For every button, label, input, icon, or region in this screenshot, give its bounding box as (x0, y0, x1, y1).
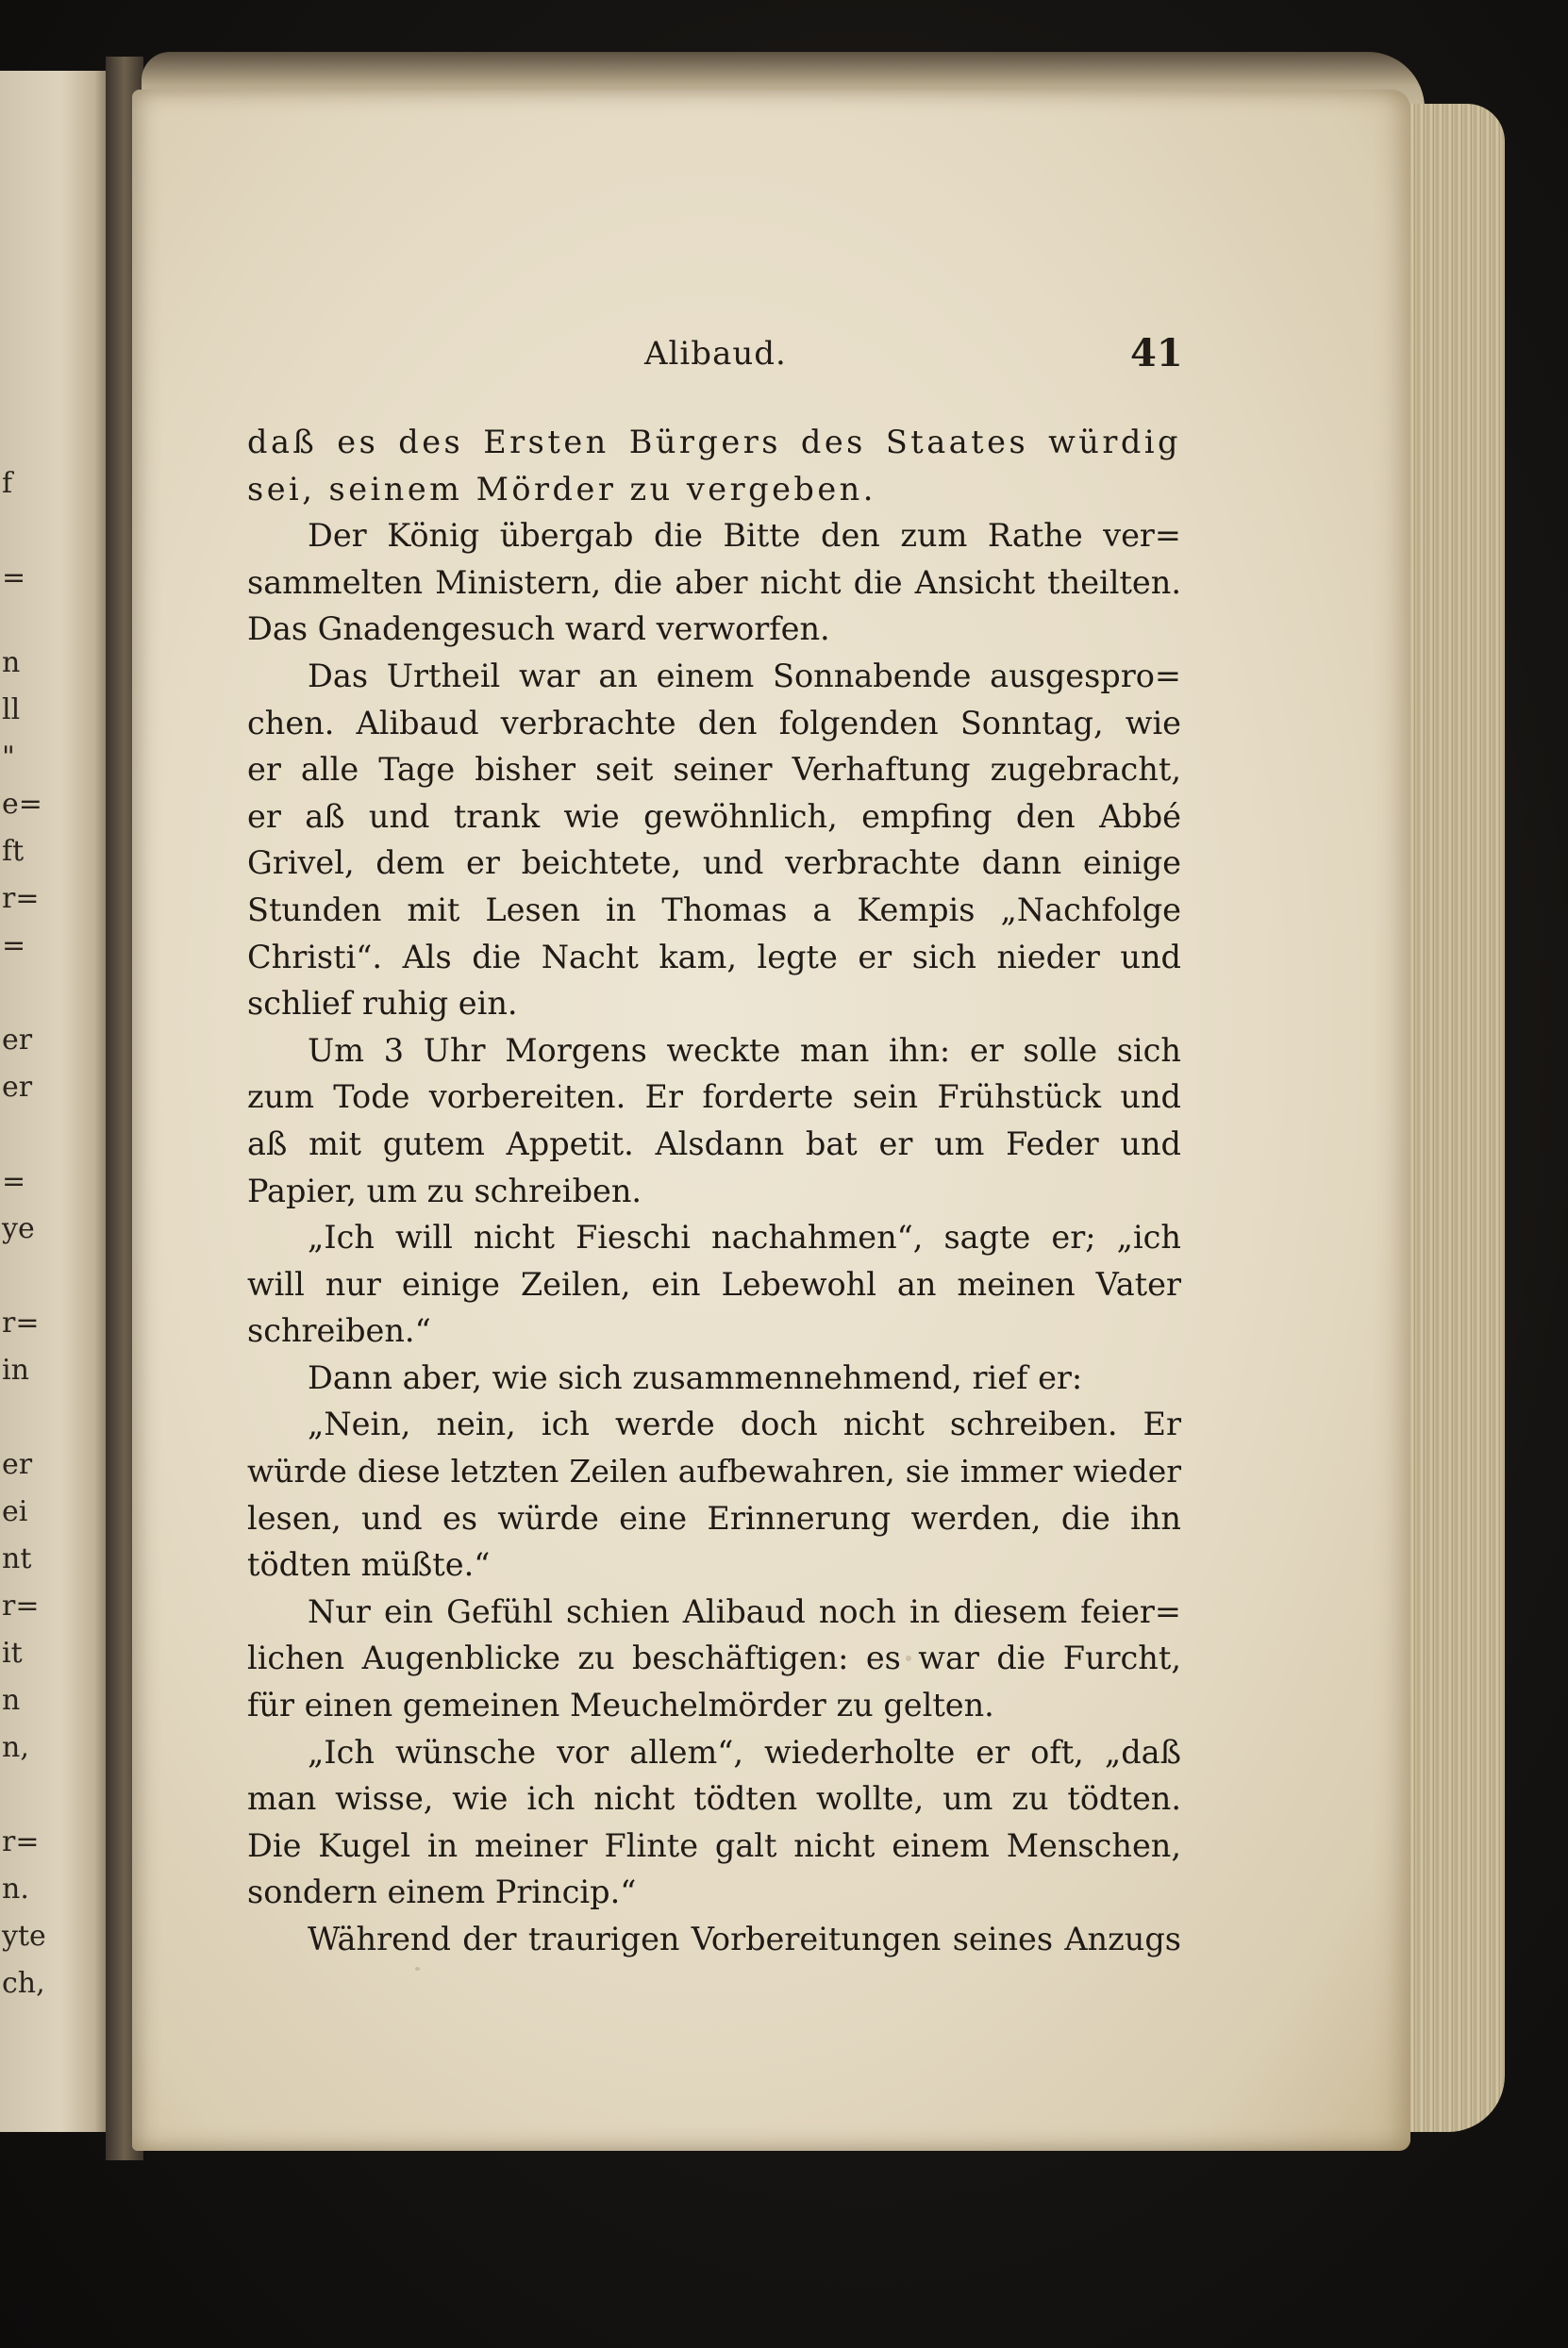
text-line: daß es des Ersten Bürgers des Staates würdig (247, 424, 1181, 460)
text-line: Christi“. Als die Nacht kam, legte er sich nieder und (247, 938, 1181, 975)
prev-fragment: = (2, 1165, 26, 1198)
text-line: Stunden mit Lesen in Thomas a Kempis „Nachfolge (247, 891, 1181, 928)
prev-fragment: er (2, 1071, 33, 1104)
prev-fragment: n, (2, 1731, 29, 1764)
text-line: „Nein, nein, ich werde doch nicht schreiben. Er (308, 1406, 1181, 1443)
text-line: man wisse, wie ich nicht tödten wollte, um zu tödten. (247, 1780, 1181, 1818)
page-number: 41 (1130, 331, 1183, 375)
text-line: Grivel, dem er beichtete, und verbrachte dann einige (247, 844, 1181, 882)
paper-speck (415, 1967, 420, 1971)
prev-fragment: ei (2, 1495, 28, 1528)
text-line: chen. Alibaud verbrachte den folgenden Sonntag, wie (247, 704, 1181, 741)
text-line: Die Kugel in meiner Flinte galt nicht einem Menschen, (247, 1826, 1181, 1864)
text-line: zum Tode vorbereiten. Er forderte sein Frühstück und (247, 1078, 1181, 1116)
text-line: Das Gnadengesuch ward verworfen. (247, 610, 830, 648)
prev-fragment: r= (2, 1825, 40, 1858)
prev-fragment: it (2, 1637, 23, 1670)
text-line: würde diese letzten Zeilen aufbewahren, sie immer wieder (247, 1453, 1181, 1490)
prev-fragment: e= (2, 788, 42, 821)
text-line: tödten müßte.“ (247, 1546, 491, 1584)
text-line: sondern einem Princip.“ (247, 1873, 637, 1911)
prev-fragment: = (2, 561, 26, 594)
text-line: lichen Augenblicke zu beschäftigen: es war die Furcht, (247, 1640, 1181, 1677)
prev-fragment: n (2, 1684, 21, 1717)
text-line: aß mit gutem Appetit. Alsdann bat er um Feder und (247, 1124, 1181, 1162)
text-line: er aß und trank wie gewöhnlich, empfing den Abbé (247, 797, 1181, 835)
prev-fragment: = (2, 929, 26, 962)
text-line: lesen, und es würde eine Erinnerung werden, die ihn (247, 1499, 1181, 1537)
body-text (247, 419, 1181, 1963)
text-line: für einen gemeinen Meuchelmörder zu gelten. (247, 1687, 994, 1724)
prev-fragment: n (2, 646, 21, 679)
prev-fragment: " (2, 741, 15, 774)
prev-fragment: r= (2, 1590, 40, 1623)
text-line: Um 3 Uhr Morgens weckte man ihn: er solle sich (308, 1031, 1181, 1069)
text-line: er alle Tage bisher seit seiner Verhaftung zugebracht, (247, 751, 1181, 789)
prev-fragment: ft (2, 835, 25, 868)
text-line: Nur ein Gefühl schien Alibaud noch in diesem feier= (308, 1592, 1181, 1630)
prev-fragment: r= (2, 882, 40, 915)
text-line: Das Urtheil war an einem Sonnabende ausgespro= (308, 657, 1181, 694)
text-line: Dann aber, wie sich zusammennehmend, rief er: (308, 1358, 1083, 1396)
text-line: Während der traurigen Vorbereitungen seines Anzugs (308, 1921, 1181, 1957)
prev-fragment: r= (2, 1307, 40, 1340)
text-line: Papier, um zu schreiben. (247, 1172, 642, 1209)
text-line: „Ich wünsche vor allem“, wiederholte er oft, „daß (308, 1733, 1181, 1771)
text-line: schreiben.“ (247, 1312, 431, 1350)
text-line: Der König übergab die Bitte den zum Rathe ver= (308, 517, 1181, 555)
running-header (0, 331, 1568, 391)
text-line: sei, seinem Mörder zu vergeben. (247, 470, 876, 508)
text-line: sammelten Ministern, die aber nicht die Ansicht theilten. (247, 563, 1181, 601)
prev-fragment: yte (2, 1920, 46, 1953)
text-line: „Ich will nicht Fieschi nachahmen“, sagte er; „ich (308, 1219, 1181, 1257)
prev-fragment: er (2, 1024, 33, 1057)
text-line: schlief ruhig ein. (247, 985, 518, 1023)
prev-fragment: ll (2, 693, 21, 726)
prev-fragment: f (2, 467, 13, 500)
text-line: will nur einige Zeilen, ein Lebewohl an meinen Vater (247, 1265, 1181, 1303)
prev-fragment: in (2, 1354, 29, 1387)
running-title: Alibaud. (644, 335, 787, 373)
prev-fragment: er (2, 1448, 33, 1481)
prev-fragment: ch, (2, 1967, 45, 2000)
prev-fragment: nt (2, 1542, 32, 1575)
prev-fragment: ye (2, 1212, 35, 1245)
prev-fragment: n. (2, 1873, 29, 1906)
